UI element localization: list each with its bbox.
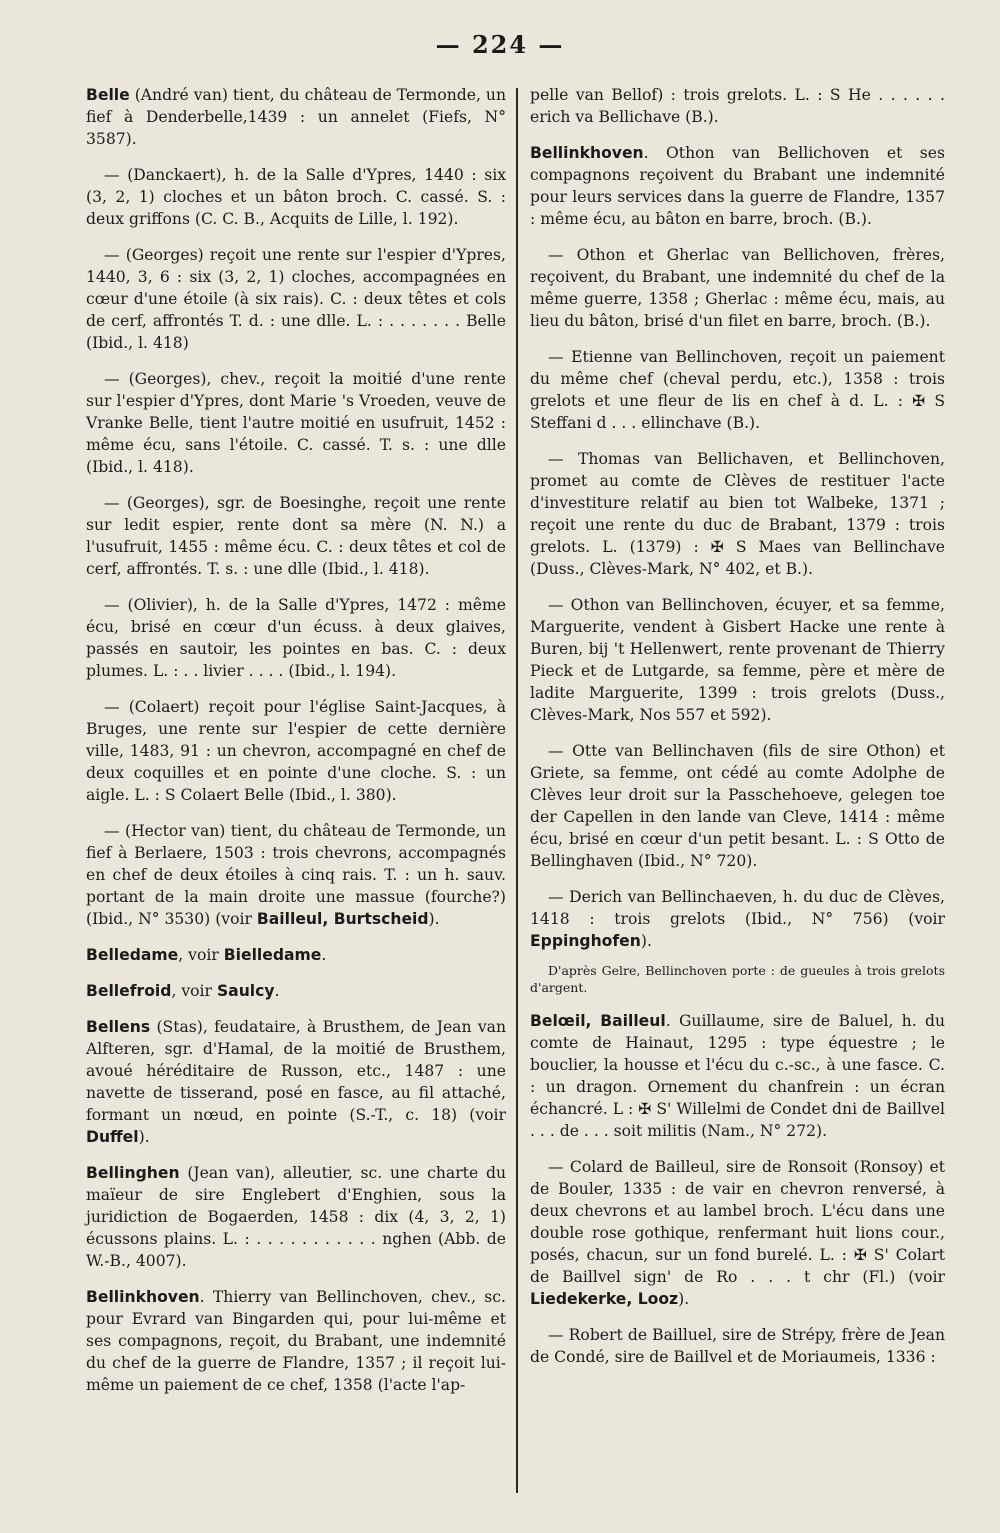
entry-heading: Bellefroid: [86, 982, 172, 1000]
entry-paragraph: [86, 980, 506, 1002]
entry-text: . Guillaume, sire de Baluel, h. du comte de Hainaut, 1295 : type équestre ; le bouclier, la housse et l'écu du c.-sc., à une fasce. C. : un dragon. Ornement du chanfrein : un écran échancré. L : ✠ S' Willelmi de Condet dni de Baillvel . . . de . . . soit militis (Nam., N° 272).: [530, 1012, 945, 1140]
cross-reference: Liedekerke, Looz: [530, 1290, 679, 1308]
left-column: [86, 84, 506, 1410]
entry-text: — (Hector van) tient, du château de Termonde, un fief à Berlaere, 1503 : trois chevrons, accompagnés en chef de deux étoiles à cinq rais. T. : un h. sauv. portant de la main droite une massue (fourche?) (Ibid., N° 3530) (voir: [86, 822, 506, 928]
entry-text-tail: ).: [678, 1290, 690, 1308]
entry-text: — (Georges) reçoit une rente sur l'espier d'Ypres, 1440, 3, 6 : six (3, 2, 1) cloches, accompagnées en cœur d'une étoile (à six rais). C. : deux têtes et cols de cerf, affrontés T. d. : une dlle. L. : . . . . . . . Belle (Ibid., l. 418): [86, 246, 506, 352]
entry-text: pelle van Bellof) : trois grelots. L. : S He . . . . . . erich va Bellichave (B.).: [530, 86, 945, 126]
entry-paragraph: [530, 594, 945, 726]
column-divider: [516, 88, 518, 1493]
page-number: — 224 —: [435, 30, 565, 59]
entry-paragraph: [86, 594, 506, 682]
entry-paragraph: [86, 368, 506, 478]
entry-text: — Otte van Bellinchaven (fils de sire Othon) et Griete, sa femme, ont cédé au comte Adolphe de Clèves leur droit sur la Passchehoeve, gelegen toe der Capellen in den lande van Cleve, 1414 : même écu, brisé en cœur d'un petit besant. L. : S Otto de Bellinghaven (Ibid., N° 720).: [530, 742, 945, 870]
entry-text: — Derich van Bellinchaeven, h. du duc de Clèves, 1418 : trois grelots (Ibid., N° 756) (voir: [530, 888, 945, 928]
entry-text: — Robert de Bailluel, sire de Strépy, frère de Jean de Condé, sire de Baillvel et de Moriaumeis, 1336 :: [530, 1326, 945, 1366]
footnote: [530, 962, 945, 996]
entry-text: — (Georges), sgr. de Boesinghe, reçoit une rente sur ledit espier, rente dont sa mère (N. N.) a l'usufruit, 1455 : même écu. C. : deux têtes et col de cerf, affrontés. T. s. : une dlle (Ibid., l. 418).: [86, 494, 506, 578]
entry-heading: Belle: [86, 86, 130, 104]
entry-paragraph: [86, 1016, 506, 1148]
entry-paragraph: [530, 740, 945, 872]
cross-reference: Eppinghofen: [530, 932, 641, 950]
entry-text: — Othon et Gherlac van Bellichoven, frères, reçoivent, du Brabant, une indemnité du chef de la même guerre, 1358 ; Gherlac : même écu, mais, au lieu du bâton, brisé d'un filet en barre, broch. (B.).: [530, 246, 945, 330]
entry-paragraph: [530, 1156, 945, 1310]
entry-paragraph: [86, 944, 506, 966]
entry-paragraph: [86, 696, 506, 806]
entry-heading: Bellinkhoven: [86, 1288, 200, 1306]
entry-text: (André van) tient, du château de Termonde, un fief à Denderbelle,1439 : un annelet (Fiefs, N° 3587).: [86, 86, 506, 148]
cross-reference: Saulcy: [216, 982, 275, 1000]
entry-text-tail: .: [274, 982, 280, 1000]
entry-text: — (Colaert) reçoit pour l'église Saint-Jacques, à Bruges, une rente sur l'espier de cette dernière ville, 1483, 91 : un chevron, accompagné en chef de deux coquilles et en pointe d'une cloche. S. : un aigle. L. : S Colaert Belle (Ibid., l. 380).: [86, 698, 506, 804]
entry-paragraph: [86, 1162, 506, 1272]
entry-text: . Othon van Bellichoven et ses compagnons reçoivent du Brabant une indemnité pour leurs services dans la guerre de Flandre, 1357 : même écu, au bâton en barre, broch. (B.).: [530, 144, 945, 228]
cross-reference: Duffel: [86, 1128, 139, 1146]
entry-heading: Bellens: [86, 1018, 151, 1036]
entry-paragraph: [530, 84, 945, 128]
entry-paragraph: [86, 1286, 506, 1396]
entry-heading: Bellinkhoven: [530, 144, 644, 162]
entry-paragraph: [86, 492, 506, 580]
entry-text: — (Danckaert), h. de la Salle d'Ypres, 1440 : six (3, 2, 1) cloches et un bâton broch. C. cassé. S. : deux griffons (C. C. B., Acquits de Lille, l. 192).: [86, 166, 506, 228]
entry-text-tail: ).: [640, 932, 652, 950]
entry-paragraph: [86, 164, 506, 230]
cross-reference: Bailleul, Burtscheid: [256, 910, 429, 928]
entry-text: — (Georges), chev., reçoit la moitié d'une rente sur l'espier d'Ypres, dont Marie 's Vroeden, veuve de Vranke Belle, tient l'autre moitié en usufruit, 1452 : même écu, sans l'étoile. C. cassé. T. s. : une dlle (Ibid., l. 418).: [86, 370, 506, 476]
right-column: [530, 84, 945, 1382]
entry-paragraph: [86, 84, 506, 150]
entry-text: D'après Gelre, Bellinchoven porte : de gueules à trois grelots d'argent.: [530, 963, 945, 995]
entry-heading: Bellinghen: [86, 1164, 180, 1182]
entry-text: — Etienne van Bellinchoven, reçoit un paiement du même chef (cheval perdu, etc.), 1358 : trois grelots et une fleur de lis en chef à d. L. : ✠ S Steffani d . . . ellinchave (B.).: [530, 348, 945, 432]
cross-reference: Bielledame: [223, 946, 322, 964]
entry-paragraph: [530, 1324, 945, 1368]
entry-paragraph: [530, 886, 945, 952]
entry-text: — (Olivier), h. de la Salle d'Ypres, 1472 : même écu, brisé en cœur d'un écuss. à deux glaives, passés en sautoir, les pointes en bas. C. : deux plumes. L. : . . livier . . . . (Ibid., l. 194).: [86, 596, 506, 680]
entry-text: — Colard de Bailleul, sire de Ronsoit (Ronsoy) et de Bouler, 1335 : de vair en chevron renversé, à deux chevrons et au lambel broch. L'écu dans une double rose gothique, renfermant huit lions cour., posés, chacun, sur un fond burelé. L. : ✠ S' Colart de Baillvel sign' de Ro . . . t chr (Fl.) (voir: [530, 1158, 945, 1286]
entry-text: — Thomas van Bellichaven, et Bellinchoven, promet au comte de Clèves de restituer l'acte d'investiture relatif au bien tot Walbeke, 1371 ; reçoit une rente du duc de Brabant, 1379 : trois grelots. L. (1379) : ✠ S Maes van Bellinchave (Duss., Clèves-Mark, N° 402, et B.).: [530, 450, 945, 578]
entry-heading: Belledame: [86, 946, 179, 964]
entry-paragraph: [86, 820, 506, 930]
entry-text: , voir: [171, 982, 217, 1000]
entry-text: . Thierry van Bellinchoven, chev., sc. pour Evrard van Bingarden qui, pour lui-même et ses compagnons, reçoit, du Brabant, une indemnité du chef de la guerre de Flandre, 1357 ; il reçoit lui-même un paiement de ce chef, 1358 (l'acte l'ap-: [86, 1288, 506, 1394]
entry-paragraph: [530, 1010, 945, 1142]
entry-paragraph: [86, 244, 506, 354]
entry-text-tail: ).: [428, 910, 440, 928]
entry-text: — Othon van Bellinchoven, écuyer, et sa femme, Marguerite, vendent à Gisbert Hacke une rente à Buren, bij 't Hellenwert, rente provenant de Thierry Pieck et de Lutgarde, sa femme, père et mère de ladite Marguerite, 1399 : trois grelots (Duss., Clèves-Mark, Nos 557 et 592).: [530, 596, 945, 724]
entry-paragraph: [530, 244, 945, 332]
entry-text: , voir: [178, 946, 224, 964]
entry-heading: Belœil, Bailleul: [530, 1012, 666, 1030]
entry-text-tail: ).: [138, 1128, 150, 1146]
entry-paragraph: [530, 142, 945, 230]
entry-paragraph: [530, 448, 945, 580]
entry-text-tail: .: [321, 946, 327, 964]
entry-text: (Stas), feudataire, à Brusthem, de Jean van Alfteren, sgr. d'Hamal, de la moitié de Brusthem, avoué héréditaire de Russon, etc., 1487 : une navette de tisserand, posé en fasce, au fil attaché, formant un nœud, en pointe (S.-T., c. 18) (voir: [86, 1018, 506, 1124]
entry-text: (Jean van), alleutier, sc. une charte du maïeur de sire Englebert d'Enghien, sous la juridiction de Bogaerden, 1458 : dix (4, 3, 2, 1) écussons plains. L. : . . . . . . . . . . . nghen (Abb. de W.-B., 4007).: [86, 1164, 506, 1270]
entry-paragraph: [530, 346, 945, 434]
